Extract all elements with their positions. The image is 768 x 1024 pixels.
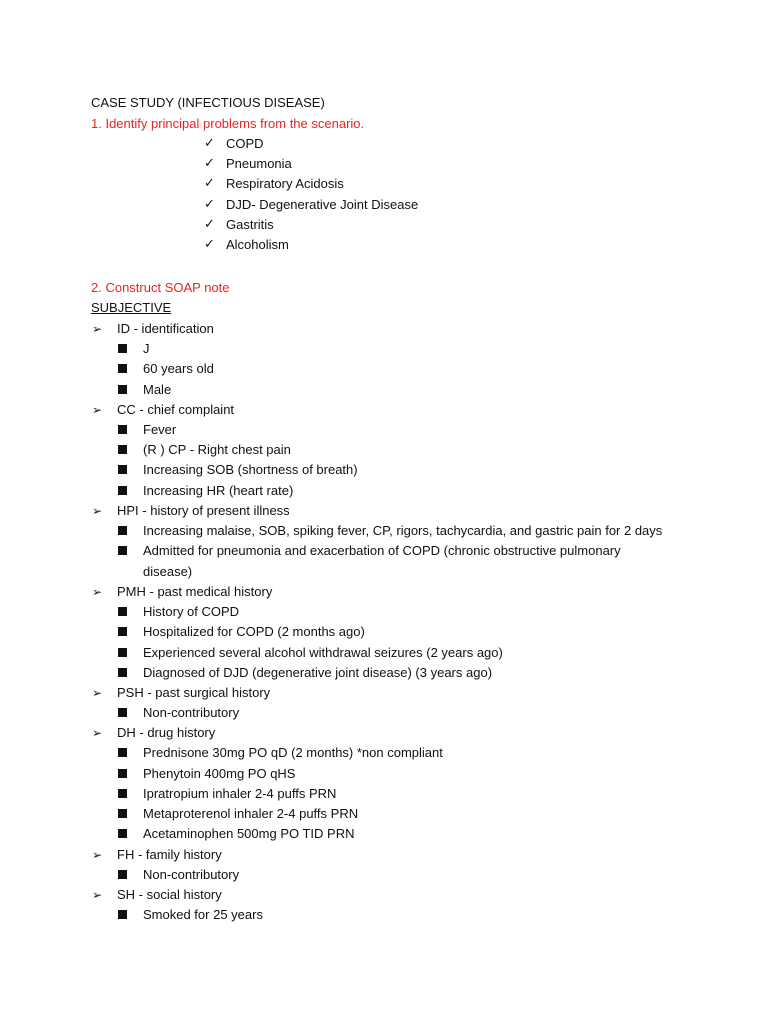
square-bullet-icon bbox=[118, 829, 127, 838]
square-bullet-icon bbox=[118, 668, 127, 677]
list-item: Experienced several alcohol withdrawal seizures (2 years ago) bbox=[143, 645, 503, 660]
checkmark-icon: ✓ bbox=[204, 135, 215, 150]
arrow-bullet-icon: ➢ bbox=[92, 888, 103, 902]
list-item: Phenytoin 400mg PO qHS bbox=[143, 766, 296, 781]
list-item: Admitted for pneumonia and exacerbation of COPD (chronic obstructive pulmonary bbox=[143, 543, 621, 558]
square-bullet-icon bbox=[118, 385, 127, 394]
checkmark-icon: ✓ bbox=[204, 175, 215, 190]
section-label: ID - identification bbox=[117, 321, 214, 336]
section-label: DH - drug history bbox=[117, 725, 216, 740]
list-item: Increasing HR (heart rate) bbox=[143, 483, 294, 498]
square-bullet-icon bbox=[118, 344, 127, 353]
square-bullet-icon bbox=[118, 364, 127, 373]
list-item-continuation: disease) bbox=[143, 564, 193, 579]
document-title: CASE STUDY (INFECTIOUS DISEASE) bbox=[91, 95, 325, 110]
square-bullet-icon bbox=[118, 789, 127, 798]
problem-item: Alcoholism bbox=[226, 237, 289, 252]
square-bullet-icon bbox=[118, 546, 127, 555]
subjective-heading: SUBJECTIVE bbox=[91, 300, 172, 315]
list-item: History of COPD bbox=[143, 604, 240, 619]
square-bullet-icon bbox=[118, 607, 127, 616]
section-label: SH - social history bbox=[117, 887, 222, 902]
section-label: PSH - past surgical history bbox=[117, 685, 271, 700]
square-bullet-icon bbox=[118, 445, 127, 454]
list-item: Smoked for 25 years bbox=[143, 907, 263, 922]
square-bullet-icon bbox=[118, 486, 127, 495]
question-2: 2. Construct SOAP note bbox=[91, 280, 230, 295]
arrow-bullet-icon: ➢ bbox=[92, 403, 103, 417]
square-bullet-icon bbox=[118, 465, 127, 474]
list-item: Diagnosed of DJD (degenerative joint disease) (3 years ago) bbox=[143, 665, 493, 680]
problem-item: COPD bbox=[226, 136, 264, 151]
arrow-bullet-icon: ➢ bbox=[92, 726, 103, 740]
list-item: Ipratropium inhaler 2-4 puffs PRN bbox=[143, 786, 337, 801]
section-label: HPI - history of present illness bbox=[117, 503, 290, 518]
list-item: Prednisone 30mg PO qD (2 months) *non compliant bbox=[143, 745, 443, 760]
list-item: Acetaminophen 500mg PO TID PRN bbox=[143, 826, 355, 841]
section-label: FH - family history bbox=[117, 847, 222, 862]
section-label: CC - chief complaint bbox=[117, 402, 235, 417]
square-bullet-icon bbox=[118, 870, 127, 879]
arrow-bullet-icon: ➢ bbox=[92, 848, 103, 862]
arrow-bullet-icon: ➢ bbox=[92, 585, 103, 599]
square-bullet-icon bbox=[118, 708, 127, 717]
list-item: Male bbox=[143, 382, 172, 397]
arrow-bullet-icon: ➢ bbox=[92, 686, 103, 700]
problem-item: Gastritis bbox=[226, 217, 274, 232]
list-item: Hospitalized for COPD (2 months ago) bbox=[143, 624, 365, 639]
list-item: Metaproterenol inhaler 2-4 puffs PRN bbox=[143, 806, 359, 821]
checkmark-icon: ✓ bbox=[204, 216, 215, 231]
list-item: 60 years old bbox=[143, 361, 214, 376]
question-1: 1. Identify principal problems from the scenario. bbox=[91, 116, 365, 131]
square-bullet-icon bbox=[118, 425, 127, 434]
list-item: Fever bbox=[143, 422, 177, 437]
problem-item: Respiratory Acidosis bbox=[226, 176, 344, 191]
list-item: Non-contributory bbox=[143, 867, 240, 882]
square-bullet-icon bbox=[118, 809, 127, 818]
square-bullet-icon bbox=[118, 748, 127, 757]
list-item: Increasing malaise, SOB, spiking fever, CP, rigors, tachycardia, and gastric pain for 2 days bbox=[143, 523, 663, 538]
section-label: PMH - past medical history bbox=[117, 584, 273, 599]
square-bullet-icon bbox=[118, 648, 127, 657]
checkmark-icon: ✓ bbox=[204, 236, 215, 251]
list-item: J bbox=[143, 341, 150, 356]
problem-item: DJD- Degenerative Joint Disease bbox=[226, 197, 419, 212]
checkmark-icon: ✓ bbox=[204, 196, 215, 211]
list-item: Increasing SOB (shortness of breath) bbox=[143, 462, 358, 477]
list-item: (R ) CP - Right chest pain bbox=[143, 442, 291, 457]
square-bullet-icon bbox=[118, 769, 127, 778]
arrow-bullet-icon: ➢ bbox=[92, 504, 103, 518]
square-bullet-icon bbox=[118, 627, 127, 636]
square-bullet-icon bbox=[118, 526, 127, 535]
checkmark-icon: ✓ bbox=[204, 155, 215, 170]
square-bullet-icon bbox=[118, 910, 127, 919]
arrow-bullet-icon: ➢ bbox=[92, 322, 103, 336]
list-item: Non-contributory bbox=[143, 705, 240, 720]
problem-item: Pneumonia bbox=[226, 156, 292, 171]
